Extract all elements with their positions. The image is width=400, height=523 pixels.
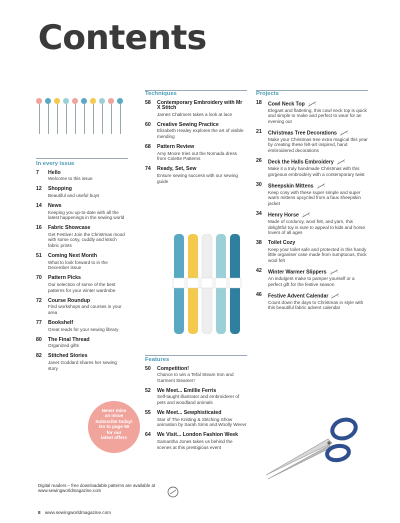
entry-page-number: 68 bbox=[145, 144, 151, 151]
contents-entry[interactable] bbox=[256, 269, 368, 287]
entry-page-number: 51 bbox=[36, 253, 42, 260]
entry-title-text: Henry Horse bbox=[268, 212, 299, 219]
section-heading: In every issue bbox=[36, 161, 75, 167]
contents-entry[interactable] bbox=[36, 187, 128, 198]
entry-title-text: Contemporary Embroidery with Mr X Stitch bbox=[157, 99, 243, 112]
entry-description: What to look forward to in the December issue bbox=[48, 259, 108, 271]
contents-entry[interactable] bbox=[145, 167, 247, 184]
skein bbox=[173, 234, 185, 334]
entry-title-text: News bbox=[48, 202, 62, 209]
entry-page-number: 42 bbox=[256, 268, 262, 275]
entry-description: Samantha Jones takes us behind the scenes at this prestigious event bbox=[157, 439, 233, 450]
contents-entry[interactable] bbox=[145, 433, 247, 450]
entry-description: Get Festive! Join the Christmas mood with some cosy, cuddly and kitsch fabric prints bbox=[48, 231, 125, 249]
entry-title-text: We Meet... Sewphisticated bbox=[157, 410, 222, 417]
entry-page-number: 70 bbox=[36, 275, 42, 282]
entry-description: Find workshops and courses in your area bbox=[48, 304, 122, 315]
entry-page-number: 21 bbox=[256, 128, 262, 135]
entry-page-number: 26 bbox=[256, 158, 262, 165]
digital-readers-note: Digital readers – free downloadable patterns are available at www.sewingworldmagazine.com bbox=[38, 483, 156, 494]
entry-title-text: Course Roundup bbox=[48, 297, 91, 304]
entry-description: Janet Goddard shares her sewing story bbox=[48, 359, 117, 371]
entry-title-text: Shopping bbox=[48, 186, 72, 193]
page-footer bbox=[38, 510, 111, 515]
contents-entry[interactable] bbox=[36, 321, 128, 332]
entry-page-number: 38 bbox=[256, 240, 262, 247]
promo-line: an issue bbox=[104, 413, 124, 419]
promo-line: Subscribe today! bbox=[95, 418, 133, 424]
scissors-illustration bbox=[258, 403, 358, 483]
entry-title-text: Pattern Picks bbox=[48, 275, 81, 282]
entry-title bbox=[157, 101, 247, 112]
entry-title-text: Deck the Halls Embroidery bbox=[268, 159, 334, 166]
contents-entry[interactable] bbox=[36, 171, 128, 182]
entry-description: Keeping you up-to-date with all the latest happenings in the sewing world bbox=[48, 209, 125, 221]
entry-description: Elegant and flattering, this cowl neck top is quick and simple to make and perfect to wear for an evening out bbox=[268, 107, 367, 124]
entry-page-number: 16 bbox=[36, 225, 42, 232]
entry-title-text: Winter Warmer Slippers bbox=[268, 269, 327, 276]
pin bbox=[90, 98, 96, 134]
entry-title-text: Festive Advent Calendar bbox=[268, 293, 329, 300]
entry-page-number: 50 bbox=[145, 365, 151, 372]
entry-title-text: Cowl Neck Top bbox=[268, 100, 305, 107]
contents-entry[interactable] bbox=[256, 212, 368, 236]
entry-title-text: Coming Next Month bbox=[48, 253, 97, 260]
entry-description: Elizabeth Healey explores the art of visible mending bbox=[157, 128, 244, 140]
entry-title-text: Hello bbox=[48, 169, 61, 176]
entry-page-number: 7 bbox=[36, 169, 39, 176]
entry-title-text: Sheepskin Mittens bbox=[268, 183, 314, 190]
entry-page-number: 64 bbox=[145, 432, 151, 439]
entry-title bbox=[268, 269, 368, 276]
entry-title bbox=[268, 293, 368, 300]
pin bbox=[45, 98, 51, 134]
skein bbox=[187, 234, 199, 334]
page-title: Contents bbox=[38, 18, 207, 58]
contents-entry[interactable] bbox=[36, 276, 128, 293]
contents-entry[interactable] bbox=[145, 411, 247, 428]
entry-title bbox=[268, 183, 368, 190]
skein bbox=[215, 234, 227, 334]
features-section bbox=[145, 358, 247, 456]
entry-description: Keep cosy with these super simple and super warm mittens upcycled from a faux sheepskin jacket bbox=[268, 189, 361, 206]
entry-description: Keep your toilet safe and protected in this handy little organiser case made from sumptuous, thick wool felt bbox=[268, 246, 367, 264]
needle-thread-icon bbox=[316, 183, 326, 189]
entry-title bbox=[268, 101, 368, 108]
contents-entry[interactable] bbox=[36, 204, 128, 221]
page-number: 8 bbox=[38, 510, 41, 515]
cut-icon bbox=[166, 486, 180, 498]
entry-page-number: 80 bbox=[36, 336, 42, 343]
entry-title-text: Competition! bbox=[157, 365, 189, 372]
entry-title-text: Toilet Cozy bbox=[268, 240, 296, 247]
entry-page-number: 77 bbox=[36, 319, 42, 326]
section-heading: Features bbox=[145, 357, 170, 363]
section-heading: Techniques bbox=[145, 91, 177, 97]
section-heading: Projects bbox=[256, 91, 279, 97]
thread-skeins-illustration bbox=[172, 234, 242, 334]
entry-description: Star of The Knitting & Stitching Show animation by Sarah Sims and Woolly Weevr bbox=[157, 416, 247, 428]
promo-line: Never miss bbox=[101, 408, 127, 413]
pins-illustration bbox=[36, 98, 128, 138]
entry-title-text: Ready, Set, Sew bbox=[157, 166, 197, 173]
entry-page-number: 52 bbox=[145, 387, 151, 394]
contents-entry[interactable] bbox=[36, 299, 128, 316]
entry-title-text: Pattern Review bbox=[157, 144, 195, 151]
needle-thread-icon bbox=[301, 212, 311, 218]
entry-title-text: Fabric Showcase bbox=[48, 225, 91, 232]
entry-description: Ensure sewing success with our sewing guide bbox=[157, 173, 238, 184]
entry-description: Self-taught illustrator and embroiderer of pets and woodland animals bbox=[157, 394, 240, 406]
entry-page-number: 60 bbox=[145, 121, 151, 128]
projects-section bbox=[256, 92, 368, 316]
contents-entry[interactable] bbox=[256, 101, 368, 125]
skein bbox=[201, 234, 213, 334]
skein bbox=[229, 234, 241, 334]
entry-description: Make your Christmas tree extra magical this year by creating these felt-art inspired, hand embroidered decorations bbox=[268, 136, 368, 153]
entry-page-number: 18 bbox=[256, 99, 262, 106]
contents-entry[interactable] bbox=[256, 183, 368, 207]
entry-title-text: We Visit... London Fashion Week bbox=[157, 432, 238, 439]
entry-description: Our selection of some of the best patterns for your winter wardrobe bbox=[48, 282, 116, 293]
entry-page-number: 74 bbox=[145, 166, 151, 173]
entry-description: Organized gifts bbox=[48, 343, 79, 349]
entry-description: An indulgent make to pamper yourself or a perfect gift for the festive season bbox=[268, 276, 355, 287]
contents-entry[interactable] bbox=[36, 338, 128, 349]
pin bbox=[54, 98, 60, 134]
entry-page-number: 14 bbox=[36, 202, 42, 209]
needle-thread-icon bbox=[330, 293, 340, 299]
contents-entry[interactable] bbox=[256, 293, 368, 311]
contents-entry[interactable] bbox=[36, 254, 128, 271]
promo-line: Go to page 56 bbox=[98, 424, 130, 430]
entry-description: Beautiful and useful buys bbox=[48, 192, 100, 198]
divider bbox=[145, 355, 247, 356]
contents-entry[interactable] bbox=[36, 226, 128, 248]
entry-page-number: 55 bbox=[145, 410, 151, 417]
pin bbox=[63, 98, 69, 134]
entry-page-number: 82 bbox=[36, 353, 42, 360]
entry-page-number: 30 bbox=[256, 181, 262, 188]
techniques-section bbox=[145, 92, 247, 190]
in-every-issue-section bbox=[36, 162, 128, 377]
contents-entry[interactable] bbox=[256, 130, 368, 154]
promo-line: latest offers bbox=[100, 435, 128, 441]
entry-page-number: 46 bbox=[256, 291, 262, 298]
contents-entry[interactable] bbox=[145, 367, 247, 384]
entry-description: Chance to win a Tefal Steam Iron and Garment Steamer! bbox=[157, 372, 234, 383]
needle-thread-icon bbox=[329, 269, 339, 275]
contents-entry[interactable] bbox=[256, 241, 368, 263]
contents-entry[interactable] bbox=[145, 145, 247, 162]
pin bbox=[99, 98, 105, 134]
entry-page-number: 72 bbox=[36, 297, 42, 304]
contents-entry[interactable] bbox=[145, 123, 247, 140]
contents-entry[interactable] bbox=[145, 389, 247, 406]
divider bbox=[36, 158, 128, 159]
entry-description: Make it a truly handmade Christmas with this gorgeous embroidery with a contemporary twist bbox=[268, 166, 365, 177]
entry-page-number: 12 bbox=[36, 186, 42, 193]
entry-title-text: Bookshelf bbox=[48, 319, 74, 326]
entry-title bbox=[268, 130, 368, 137]
entry-title bbox=[268, 159, 368, 166]
entry-page-number: 58 bbox=[145, 99, 151, 106]
needle-thread-icon bbox=[336, 159, 346, 165]
entry-title-text: Stitched Stories bbox=[48, 353, 88, 360]
pin bbox=[117, 98, 123, 134]
entry-page-number: 34 bbox=[256, 211, 262, 217]
entry-description: Welcome to this issue bbox=[48, 176, 93, 182]
promo-line: for our bbox=[106, 429, 122, 435]
needle-thread-icon bbox=[339, 130, 349, 136]
subscribe-promo-badge[interactable] bbox=[88, 401, 140, 453]
pin bbox=[72, 98, 78, 134]
entry-title-text: Creative Sewing Practice bbox=[157, 121, 219, 128]
pin bbox=[81, 98, 87, 134]
contents-entry[interactable] bbox=[145, 101, 247, 118]
needle-thread-icon bbox=[307, 101, 317, 107]
entry-description: Count down the days to Christmas in style with this beautiful fabric advent calendar bbox=[268, 299, 364, 311]
entry-title bbox=[268, 212, 368, 219]
footer-url[interactable]: www.sewingworldmagazine.com bbox=[44, 510, 111, 515]
entry-description: James Chalmers takes a look at lace bbox=[157, 111, 233, 117]
pin bbox=[108, 98, 114, 134]
contents-entry[interactable] bbox=[36, 354, 128, 371]
contents-entry[interactable] bbox=[256, 159, 368, 177]
entry-description: Amy Moore tries out the Nomada dress from Colette Patterns bbox=[157, 150, 237, 162]
entry-title-text: Christmas Tree Decorations bbox=[268, 130, 337, 137]
pin bbox=[36, 98, 42, 134]
entry-description: Made of corduroy, wool felt, and yarn, this delightful toy is sure to appeal to kids and horse lovers of all ages bbox=[268, 218, 366, 236]
entry-description: Great reads for your sewing library bbox=[48, 326, 119, 332]
entry-title-text: We Meet... Emillie Ferris bbox=[157, 387, 217, 394]
entry-title-text: The Final Thread bbox=[48, 336, 90, 343]
